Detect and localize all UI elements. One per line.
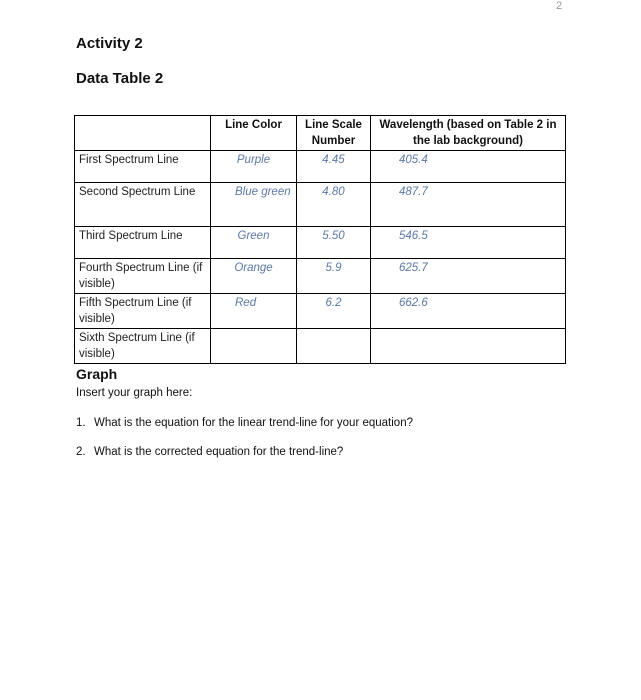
row-label: Third Spectrum Line [75,227,211,259]
activity-title: Activity 2 [76,35,143,52]
header-wavelength: Wavelength (based on Table 2 in the lab background) [371,116,566,151]
wavelength-cell [371,329,566,364]
question-number: 2. [76,446,86,458]
wavelength-cell: 487.7 [371,183,566,227]
line-scale-cell: 6.2 [297,294,371,329]
wavelength-cell: 546.5 [371,227,566,259]
row-label: Sixth Spectrum Line (if visible) [75,329,211,364]
header-cell-blank [75,116,211,151]
line-color-cell [211,329,297,364]
table-title: Data Table 2 [76,70,164,87]
row-label: Fourth Spectrum Line (if visible) [75,259,211,294]
row-label: First Spectrum Line [75,151,211,183]
graph-instruction: Insert your graph here: [76,387,193,399]
line-color-cell: Green [211,227,297,259]
data-table [74,115,566,364]
table-row [75,183,566,227]
line-color-cell: Orange [211,259,297,294]
header-line-scale-number: Line Scale Number [297,116,371,151]
table-row [75,151,566,183]
table-row [75,329,566,364]
line-scale-cell [297,329,371,364]
line-scale-cell: 4.45 [297,151,371,183]
line-color-cell: Red [211,294,297,329]
row-label: Second Spectrum Line [75,183,211,227]
line-color-cell: Purple [211,151,297,183]
line-scale-cell: 5.50 [297,227,371,259]
graph-heading: Graph [76,366,118,382]
wavelength-cell: 662.6 [371,294,566,329]
table-row [75,259,566,294]
table-row [75,294,566,329]
line-scale-cell: 4.80 [297,183,371,227]
header-line-color: Line Color [211,116,297,151]
page-number: 2 [556,0,563,12]
line-color-cell: Blue green [211,183,297,227]
question-text: What is the equation for the linear trend-line for your equation? [94,417,413,429]
line-scale-cell: 5.9 [297,259,371,294]
wavelength-cell: 625.7 [371,259,566,294]
question-1 [76,417,413,429]
wavelength-cell: 405.4 [371,151,566,183]
table-row [75,227,566,259]
row-label: Fifth Spectrum Line (if visible) [75,294,211,329]
question-text: What is the corrected equation for the trend-line? [94,446,344,458]
question-number: 1. [76,417,86,429]
table-header-row [75,116,566,151]
question-2 [76,446,343,458]
